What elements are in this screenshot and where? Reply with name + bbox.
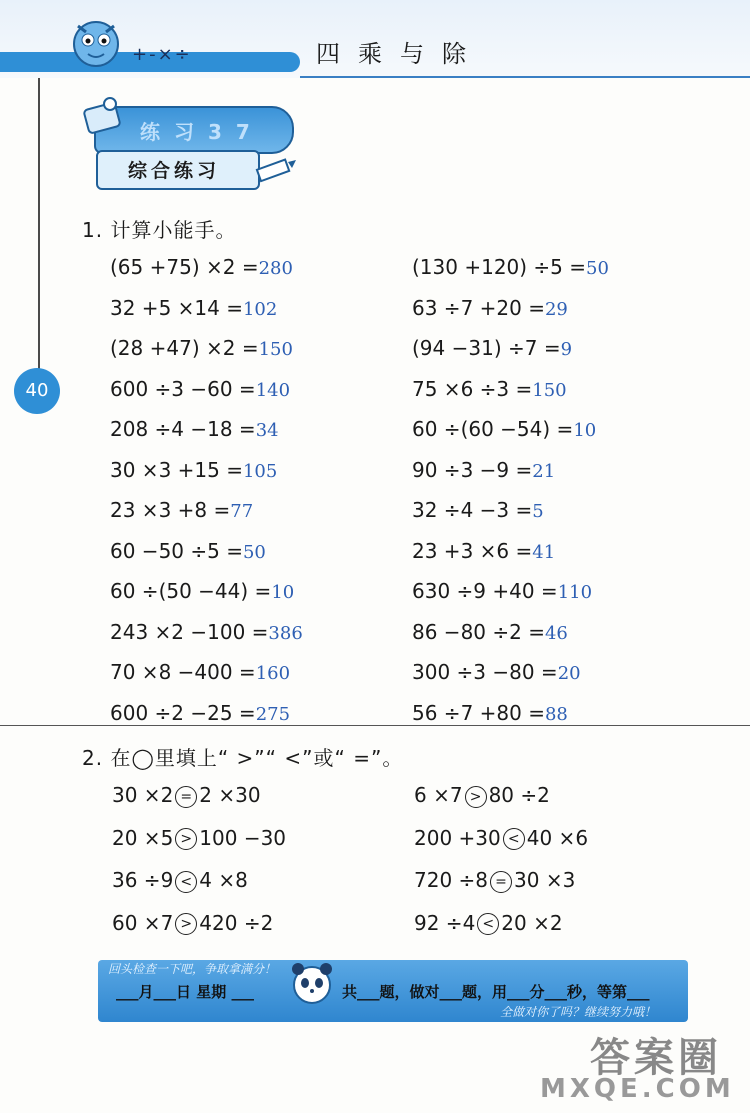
compare-row — [414, 908, 563, 938]
calc-answer[interactable]: 34 — [255, 420, 279, 441]
calc-expression: 60 −50 ÷5 = — [110, 538, 243, 563]
calc-answer[interactable]: 275 — [255, 703, 291, 725]
compare-left: 20 ×5 — [112, 825, 174, 850]
calc-row — [110, 252, 293, 282]
compare-row — [112, 908, 273, 938]
compare-circle[interactable]: > — [175, 913, 197, 935]
compare-right: 420 ÷2 — [199, 910, 274, 935]
compare-right: 100 −30 — [199, 825, 287, 850]
compare-circle[interactable]: < — [503, 828, 525, 850]
exercise-subtitle: 综合练习 — [128, 160, 221, 182]
calc-answer[interactable]: 21 — [532, 460, 556, 482]
calc-answer[interactable]: 10 — [271, 582, 295, 603]
margin-line — [38, 78, 40, 378]
calc-expression: (94 −31) ÷7 = — [412, 336, 561, 360]
compare-circle[interactable]: < — [175, 871, 197, 893]
watermark-url: MXQE.COM — [540, 1074, 735, 1104]
calc-row — [412, 374, 567, 404]
calc-expression: 60 ÷(60 −54) = — [412, 417, 574, 441]
calc-expression: 243 ×2 −100 = — [110, 619, 269, 644]
compare-left: 720 ÷8 — [414, 868, 489, 892]
calc-expression: 70 ×8 −400 = — [110, 660, 256, 684]
panda-icon — [284, 955, 340, 1011]
calc-answer[interactable]: 150 — [258, 339, 293, 360]
compare-right: 2 ×30 — [199, 783, 261, 807]
footer-top-text: 回头检查一下吧，争取拿满分！ — [108, 962, 277, 976]
calc-answer[interactable]: 46 — [544, 622, 568, 644]
calc-expression: 300 ÷3 −80 = — [412, 660, 558, 684]
calc-row — [412, 495, 544, 525]
calc-expression: (28 +47) ×2 = — [110, 336, 259, 360]
watermark-text: 答案圈 — [590, 1035, 722, 1081]
calc-expression: (130 +120) ÷5 = — [412, 255, 587, 279]
calc-answer[interactable]: 29 — [544, 298, 568, 320]
calc-answer[interactable]: 386 — [268, 622, 303, 644]
calc-row — [412, 576, 592, 606]
calc-expression: 30 ×3 +15 = — [110, 457, 243, 482]
operator-symbols: +-×÷ — [132, 44, 192, 65]
chapter-underline — [300, 76, 750, 78]
compare-circle[interactable]: = — [175, 786, 197, 808]
calc-answer[interactable]: 160 — [255, 663, 291, 684]
compare-left: 200 +30 — [414, 825, 501, 850]
exercise-label: 练习37 — [140, 120, 264, 144]
calc-row — [412, 333, 572, 363]
calc-row — [110, 576, 294, 606]
compare-right: 20 ×2 — [501, 910, 563, 935]
footer-stats-field[interactable]: 共___题，做对___题，用___分___秒，等第___ — [342, 983, 650, 1001]
calc-row — [412, 252, 609, 282]
calc-row — [412, 617, 568, 647]
compare-left: 36 ÷9 — [112, 868, 174, 892]
calc-expression: 32 +5 ×14 = — [110, 295, 243, 320]
calc-row — [110, 333, 293, 363]
compare-row — [414, 780, 550, 810]
calc-answer[interactable]: 41 — [532, 541, 556, 563]
calc-expression: 600 ÷2 −25 = — [110, 700, 256, 725]
calc-expression: 90 ÷3 −9 = — [412, 457, 533, 482]
calc-row — [412, 698, 568, 728]
calc-answer[interactable]: 10 — [573, 420, 597, 441]
compare-row — [414, 865, 575, 895]
calc-answer[interactable]: 5 — [532, 501, 544, 522]
calc-expression: 86 −80 ÷2 = — [412, 619, 545, 644]
footer-bottom-text: 全做对你了吗？继续努力哦！ — [500, 1005, 657, 1019]
chapter-title: 四乘与除 — [316, 40, 484, 68]
compare-right: 30 ×3 — [514, 868, 576, 892]
compare-row — [112, 780, 261, 810]
calc-expression: 32 ÷4 −3 = — [412, 498, 533, 522]
compare-row — [112, 865, 248, 895]
question-1-heading: 1. 计算小能手。 — [82, 218, 237, 242]
mascot-icon — [64, 10, 128, 74]
compare-left: 60 ×7 — [112, 910, 174, 935]
page-number: 40 — [14, 368, 60, 414]
compare-right: 80 ÷2 — [488, 783, 550, 807]
calc-row — [110, 374, 290, 404]
calc-expression: 630 ÷9 +40 = — [412, 579, 558, 603]
calc-row — [412, 293, 568, 323]
calc-answer[interactable]: 88 — [544, 703, 568, 725]
calc-answer[interactable]: 50 — [242, 541, 266, 563]
compare-right: 4 ×8 — [199, 868, 248, 892]
calc-expression: 56 ÷7 +80 = — [412, 700, 545, 725]
calc-row — [110, 617, 303, 647]
compare-left: 92 ÷4 — [414, 910, 476, 935]
calc-expression: 600 ÷3 −60 = — [110, 376, 256, 401]
calc-row — [110, 495, 253, 525]
calc-row — [110, 293, 277, 323]
calc-answer[interactable]: 9 — [560, 339, 573, 360]
book-icon — [80, 92, 128, 140]
calc-answer[interactable]: 150 — [532, 379, 567, 401]
calc-expression: (65 +75) ×2 = — [110, 255, 259, 279]
compare-left: 6 ×7 — [414, 783, 463, 807]
calc-expression: 23 ×3 +8 = — [110, 498, 231, 522]
calc-answer[interactable]: 102 — [242, 298, 278, 320]
calc-expression: 63 ÷7 +20 = — [412, 295, 545, 320]
calc-answer[interactable]: 110 — [557, 582, 593, 603]
compare-row — [414, 823, 588, 853]
compare-right: 40 ×6 — [526, 825, 589, 850]
compare-circle[interactable]: = — [490, 871, 512, 893]
section-divider — [0, 725, 750, 726]
calc-expression: 23 +3 ×6 = — [412, 538, 533, 563]
calc-expression: 75 ×6 ÷3 = — [412, 376, 533, 401]
calc-row — [110, 414, 279, 444]
compare-circle[interactable]: < — [477, 913, 499, 935]
calc-answer[interactable]: 77 — [230, 501, 254, 522]
calc-answer[interactable]: 50 — [586, 258, 609, 279]
calc-answer[interactable]: 140 — [255, 379, 291, 401]
calc-row — [110, 536, 266, 566]
calc-row — [110, 455, 277, 485]
compare-row — [112, 823, 286, 853]
calc-answer[interactable]: 280 — [258, 258, 293, 279]
calc-row — [110, 657, 290, 687]
question-2-heading: 2. 在◯里填上“ >”“ <”或“ =”。 — [82, 746, 404, 770]
calc-row — [110, 698, 290, 728]
calc-row — [412, 455, 555, 485]
calc-expression: 208 ÷4 −18 = — [110, 417, 256, 441]
compare-left: 30 ×2 — [112, 783, 174, 807]
calc-expression: 60 ÷(50 −44) = — [110, 579, 272, 603]
calc-answer[interactable]: 20 — [557, 663, 581, 684]
footer-date-field[interactable]: ___月___日 星期 ___ — [116, 983, 254, 1001]
calc-row — [412, 657, 581, 687]
calc-answer[interactable]: 105 — [242, 460, 278, 482]
compare-circle[interactable]: > — [465, 786, 487, 808]
compare-circle[interactable]: > — [175, 828, 197, 850]
pencil-icon — [254, 156, 298, 184]
calc-row — [412, 414, 596, 444]
calc-row — [412, 536, 555, 566]
